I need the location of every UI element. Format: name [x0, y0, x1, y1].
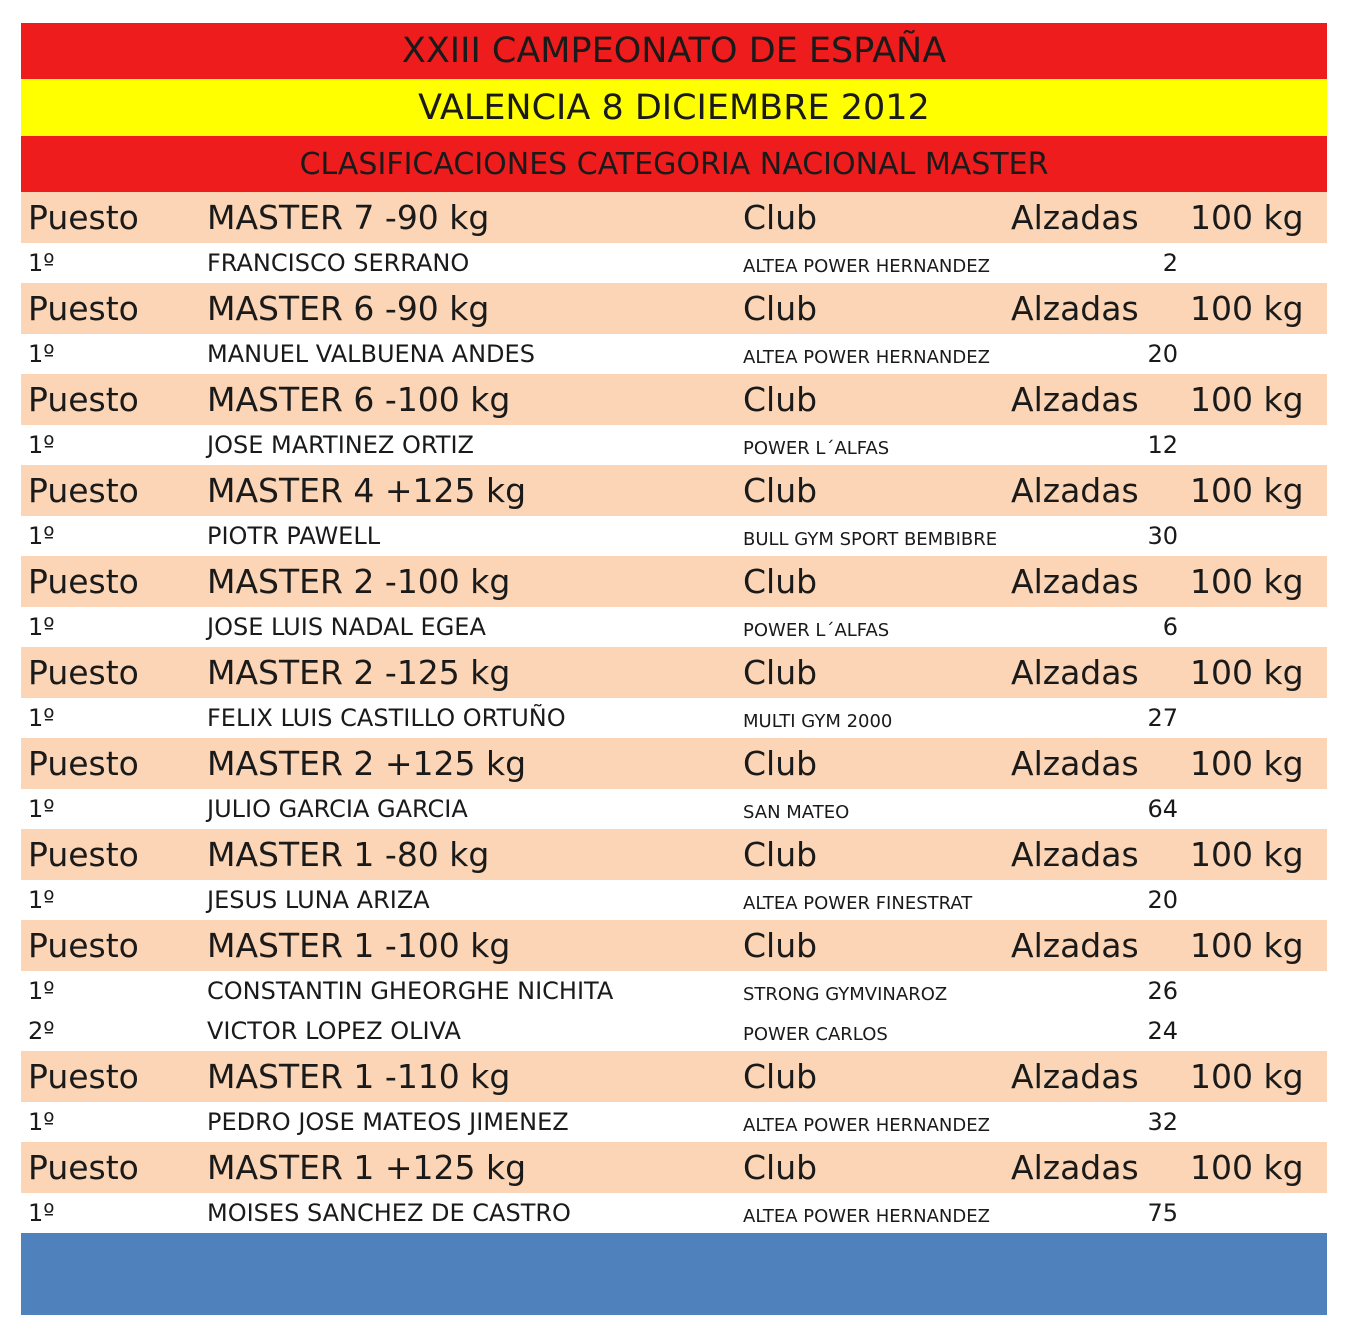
club-label: Club — [743, 744, 818, 783]
puesto-label: Puesto — [28, 562, 139, 601]
category-header-row — [21, 738, 1327, 789]
category-name: MASTER 2 -100 kg — [207, 562, 511, 601]
category-header-row — [21, 465, 1327, 516]
athlete-club: ALTEA POWER HERNANDEZ — [743, 346, 990, 368]
athlete-place: 1º — [28, 704, 55, 732]
alzadas-label: Alzadas — [1011, 380, 1139, 419]
alzadas-label: Alzadas — [1011, 198, 1139, 237]
category-name: MASTER 1 -80 kg — [207, 835, 490, 874]
alzadas-label: Alzadas — [1011, 562, 1139, 601]
athlete-club: MULTI GYM 2000 — [743, 710, 893, 732]
athlete-place: 2º — [28, 1017, 55, 1045]
athlete-place: 1º — [28, 977, 55, 1005]
club-label: Club — [743, 471, 818, 510]
athlete-place: 1º — [28, 249, 55, 277]
championship-title: XXIII CAMPEONATO DE ESPAÑA — [21, 23, 1327, 79]
athlete-row — [21, 243, 1327, 283]
weight-label: 100 kg — [1190, 744, 1304, 783]
category-name: MASTER 1 -110 kg — [207, 1057, 511, 1096]
athlete-row — [21, 971, 1327, 1011]
alzadas-label: Alzadas — [1011, 744, 1139, 783]
athlete-lifts: 2 — [1162, 249, 1178, 277]
athlete-place: 1º — [28, 340, 55, 368]
club-label: Club — [743, 1057, 818, 1096]
athlete-lifts: 27 — [1147, 704, 1178, 732]
athlete-lifts: 64 — [1147, 795, 1178, 823]
athlete-place: 1º — [28, 522, 55, 550]
athlete-place: 1º — [28, 613, 55, 641]
athlete-club: ALTEA POWER FINESTRAT — [743, 892, 973, 914]
puesto-label: Puesto — [28, 1148, 139, 1187]
athlete-name: CONSTANTIN GHEORGHE NICHITA — [207, 977, 614, 1005]
weight-label: 100 kg — [1190, 1148, 1304, 1187]
weight-label: 100 kg — [1190, 380, 1304, 419]
club-label: Club — [743, 198, 818, 237]
athlete-club: STRONG GYMVINAROZ — [743, 983, 948, 1005]
weight-label: 100 kg — [1190, 653, 1304, 692]
puesto-label: Puesto — [28, 289, 139, 328]
athlete-name: FRANCISCO SERRANO — [207, 249, 470, 277]
athlete-club: ALTEA POWER HERNANDEZ — [743, 1114, 990, 1136]
athlete-row — [21, 880, 1327, 920]
puesto-label: Puesto — [28, 380, 139, 419]
weight-label: 100 kg — [1190, 562, 1304, 601]
classification-heading: CLASIFICACIONES CATEGORIA NACIONAL MASTER — [21, 136, 1327, 192]
athlete-club: BULL GYM SPORT BEMBIBRE — [743, 528, 998, 550]
club-label: Club — [743, 380, 818, 419]
club-label: Club — [743, 926, 818, 965]
puesto-label: Puesto — [28, 926, 139, 965]
athlete-lifts: 32 — [1147, 1108, 1178, 1136]
athlete-club: POWER L´ALFAS — [743, 437, 890, 459]
weight-label: 100 kg — [1190, 289, 1304, 328]
athlete-name: PEDRO JOSE MATEOS JIMENEZ — [207, 1108, 569, 1136]
category-name: MASTER 4 +125 kg — [207, 471, 527, 510]
category-header-row — [21, 829, 1327, 880]
weight-label: 100 kg — [1190, 198, 1304, 237]
puesto-label: Puesto — [28, 835, 139, 874]
alzadas-label: Alzadas — [1011, 1057, 1139, 1096]
category-header-row — [21, 374, 1327, 425]
athlete-place: 1º — [28, 431, 55, 459]
results-table — [21, 192, 1327, 1233]
event-location-date: VALENCIA 8 DICIEMBRE 2012 — [21, 79, 1327, 136]
athlete-name: MANUEL VALBUENA ANDES — [207, 340, 535, 368]
athlete-name: FELIX LUIS CASTILLO ORTUÑO — [207, 704, 566, 732]
athlete-row — [21, 516, 1327, 556]
athlete-name: MOISES SANCHEZ DE CASTRO — [207, 1199, 571, 1227]
club-label: Club — [743, 1148, 818, 1187]
category-name: MASTER 2 +125 kg — [207, 744, 527, 783]
weight-label: 100 kg — [1190, 471, 1304, 510]
club-label: Club — [743, 835, 818, 874]
puesto-label: Puesto — [28, 198, 139, 237]
athlete-lifts: 75 — [1147, 1199, 1178, 1227]
athlete-name: JOSE MARTINEZ ORTIZ — [207, 431, 474, 459]
puesto-label: Puesto — [28, 1057, 139, 1096]
club-label: Club — [743, 289, 818, 328]
athlete-name: JULIO GARCIA GARCIA — [207, 795, 468, 823]
category-header-row — [21, 920, 1327, 971]
weight-label: 100 kg — [1190, 835, 1304, 874]
athlete-lifts: 12 — [1147, 431, 1178, 459]
athlete-lifts: 20 — [1147, 886, 1178, 914]
athlete-row — [21, 789, 1327, 829]
category-name: MASTER 6 -90 kg — [207, 289, 490, 328]
athlete-club: ALTEA POWER HERNANDEZ — [743, 255, 990, 277]
athlete-name: JESUS LUNA ARIZA — [207, 886, 430, 914]
footer-bar — [21, 1233, 1327, 1315]
category-header-row — [21, 647, 1327, 698]
athlete-lifts: 24 — [1147, 1017, 1178, 1045]
alzadas-label: Alzadas — [1011, 653, 1139, 692]
athlete-lifts: 26 — [1147, 977, 1178, 1005]
puesto-label: Puesto — [28, 471, 139, 510]
athlete-name: VICTOR LOPEZ OLIVA — [207, 1017, 461, 1045]
athlete-place: 1º — [28, 1108, 55, 1136]
puesto-label: Puesto — [28, 653, 139, 692]
weight-label: 100 kg — [1190, 926, 1304, 965]
category-name: MASTER 1 +125 kg — [207, 1148, 527, 1187]
category-header-row — [21, 556, 1327, 607]
athlete-place: 1º — [28, 886, 55, 914]
athlete-place: 1º — [28, 795, 55, 823]
alzadas-label: Alzadas — [1011, 289, 1139, 328]
athlete-club: POWER CARLOS — [743, 1023, 888, 1045]
athlete-club: ALTEA POWER HERNANDEZ — [743, 1205, 990, 1227]
athlete-row — [21, 607, 1327, 647]
athlete-club: SAN MATEO — [743, 801, 850, 823]
athlete-place: 1º — [28, 1199, 55, 1227]
athlete-name: PIOTR PAWELL — [207, 522, 381, 550]
alzadas-label: Alzadas — [1011, 1148, 1139, 1187]
alzadas-label: Alzadas — [1011, 471, 1139, 510]
category-header-row — [21, 283, 1327, 334]
category-name: MASTER 6 -100 kg — [207, 380, 511, 419]
athlete-row — [21, 1193, 1327, 1233]
alzadas-label: Alzadas — [1011, 926, 1139, 965]
athlete-row — [21, 334, 1327, 374]
category-header-row — [21, 192, 1327, 243]
category-name: MASTER 1 -100 kg — [207, 926, 511, 965]
club-label: Club — [743, 653, 818, 692]
category-name: MASTER 7 -90 kg — [207, 198, 490, 237]
athlete-lifts: 6 — [1162, 613, 1178, 641]
alzadas-label: Alzadas — [1011, 835, 1139, 874]
weight-label: 100 kg — [1190, 1057, 1304, 1096]
athlete-row — [21, 1102, 1327, 1142]
results-sheet — [21, 23, 1327, 1315]
athlete-row — [21, 1011, 1327, 1051]
athlete-club: POWER L´ALFAS — [743, 619, 890, 641]
category-header-row — [21, 1051, 1327, 1102]
athlete-name: JOSE LUIS NADAL EGEA — [207, 613, 486, 641]
athlete-row — [21, 425, 1327, 465]
puesto-label: Puesto — [28, 744, 139, 783]
category-name: MASTER 2 -125 kg — [207, 653, 511, 692]
athlete-row — [21, 698, 1327, 738]
athlete-lifts: 30 — [1147, 522, 1178, 550]
athlete-lifts: 20 — [1147, 340, 1178, 368]
category-header-row — [21, 1142, 1327, 1193]
club-label: Club — [743, 562, 818, 601]
